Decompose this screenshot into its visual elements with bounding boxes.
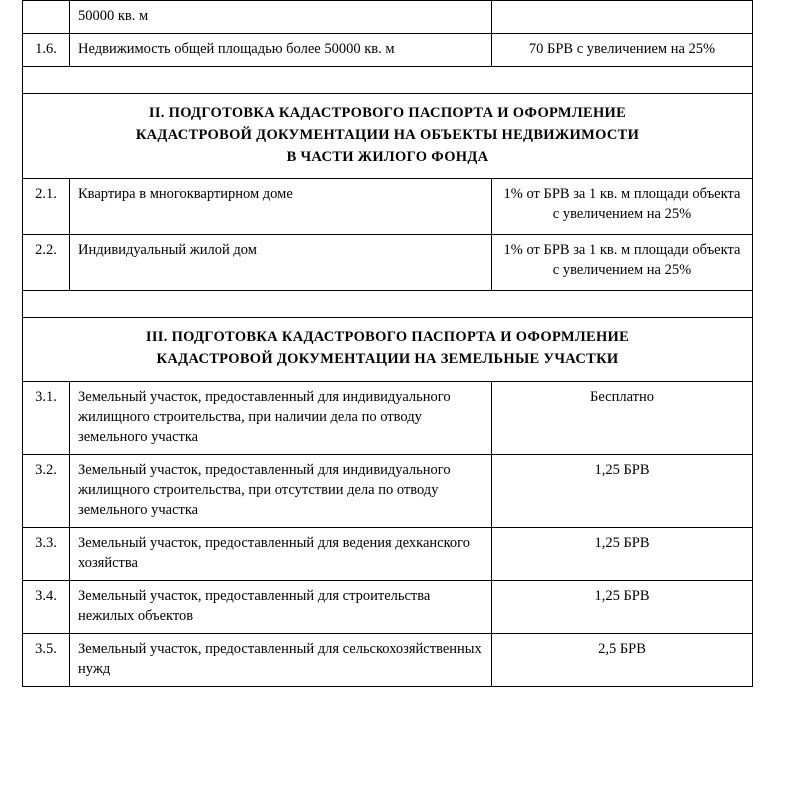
table-row (23, 179, 753, 235)
table-row (23, 381, 753, 454)
spacer-cell (23, 67, 753, 94)
row-number-cell: 1.6. (23, 34, 70, 67)
row-description-cell: Земельный участок, предоставленный для индивидуального жилищного строительства, при отсутствии дела по отводу земельного участка (70, 454, 492, 527)
section-heading-line: III. ПОДГОТОВКА КАДАСТРОВОГО ПАСПОРТА И ОФОРМЛЕНИЕ (145, 329, 630, 346)
row-price-cell: 1,25 БРВ (492, 454, 753, 527)
row-description-cell: Индивидуальный жилой дом (70, 235, 492, 291)
row-description-cell: Земельный участок, предоставленный для ведения дехканского хозяйства (70, 527, 492, 580)
row-number-cell (23, 1, 70, 34)
row-number-cell: 3.5. (23, 633, 70, 686)
row-price-cell: 1,25 БРВ (492, 527, 753, 580)
row-price-cell: 1% от БРВ за 1 кв. м площади объекта с увеличением на 25% (492, 235, 753, 291)
row-description-cell: Недвижимость общей площадью более 50000 кв. м (70, 34, 492, 67)
section-heading-line: КАДАСТРОВОЙ ДОКУМЕНТАЦИИ НА ЗЕМЕЛЬНЫЕ УЧАСТКИ (156, 351, 619, 367)
row-number-cell: 3.3. (23, 527, 70, 580)
row-number-cell: 2.2. (23, 235, 70, 291)
tariff-table (22, 0, 753, 687)
row-description-cell: Земельный участок, предоставленный для сельскохозяйственных нужд (70, 633, 492, 686)
table-row (23, 527, 753, 580)
row-price-cell (492, 1, 753, 34)
row-price-cell: 1,25 БРВ (492, 580, 753, 633)
row-number-cell: 3.4. (23, 580, 70, 633)
row-price-cell: 2,5 БРВ (492, 633, 753, 686)
table-row-continued (23, 1, 753, 34)
section-heading-cell (23, 94, 753, 179)
section-heading-line: II. ПОДГОТОВКА КАДАСТРОВОГО ПАСПОРТА И ОФОРМЛЕНИЕ (148, 105, 627, 121)
table-spacer (23, 67, 753, 94)
section-heading-cell (23, 318, 753, 382)
row-price-cell: 70 БРВ с увеличением на 25% (492, 34, 753, 67)
row-description-cell: Земельный участок, предоставленный для индивидуального жилищного строительства, при наличии дела по отводу земельного участка (70, 381, 492, 454)
table-row (23, 454, 753, 527)
row-price-cell: 1% от БРВ за 1 кв. м площади объекта с увеличением на 25% (492, 179, 753, 235)
row-number-cell: 3.1. (23, 381, 70, 454)
section-heading-line: В ЧАСТИ ЖИЛОГО ФОНДА (286, 148, 489, 165)
row-description-cell: 50000 кв. м (70, 1, 492, 34)
section-heading-three (23, 318, 753, 382)
row-number-cell: 3.2. (23, 454, 70, 527)
table-row (23, 633, 753, 686)
table-row (23, 580, 753, 633)
row-description-cell: Земельный участок, предоставленный для строительства нежилых объектов (70, 580, 492, 633)
section-heading-line: КАДАСТРОВОЙ ДОКУМЕНТАЦИИ НА ОБЪЕКТЫ НЕДВИЖИМОСТИ (135, 126, 640, 143)
table-row (23, 34, 753, 67)
row-price-cell: Бесплатно (492, 381, 753, 454)
section-heading-two (23, 94, 753, 179)
table-row (23, 235, 753, 291)
row-description-cell: Квартира в многоквартирном доме (70, 179, 492, 235)
spacer-cell (23, 291, 753, 318)
row-number-cell: 2.1. (23, 179, 70, 235)
table-spacer (23, 291, 753, 318)
